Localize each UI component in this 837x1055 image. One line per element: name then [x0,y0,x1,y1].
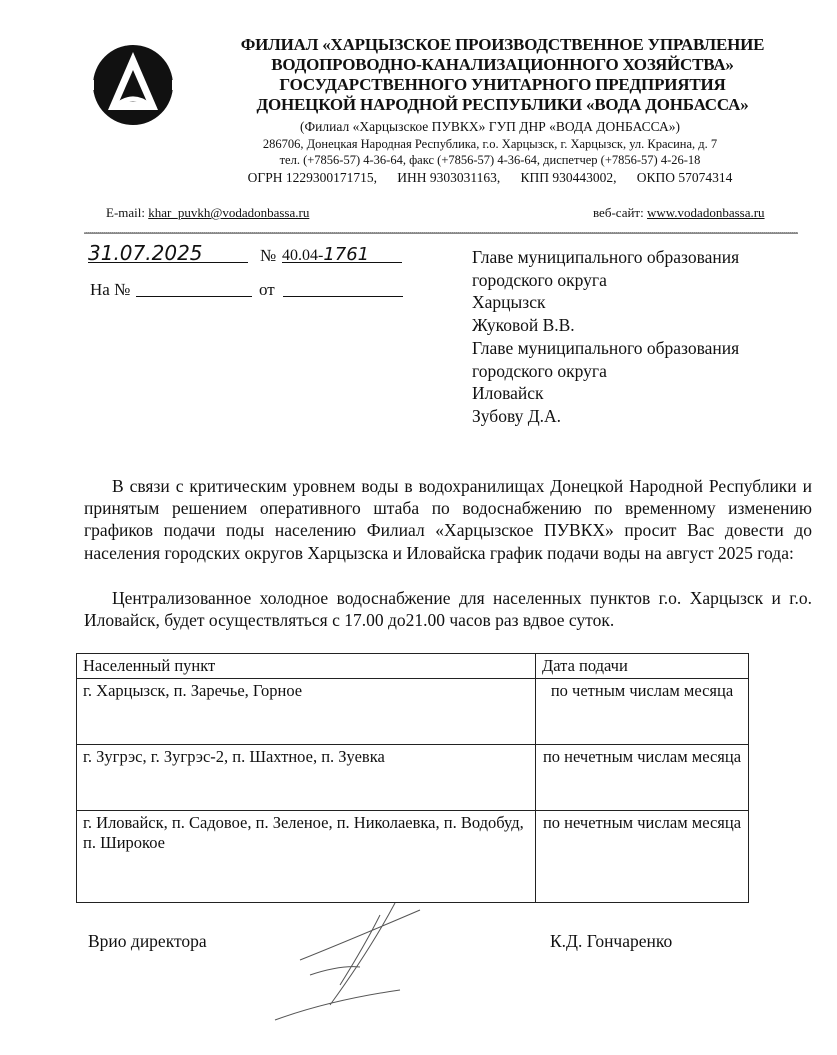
email-link[interactable]: khar_puvkh@vodadonbassa.ru [148,205,310,220]
reference-number-label: На № [90,280,131,299]
table-row [77,679,749,745]
reference-date-blank [283,278,403,297]
handwritten-signature [270,895,480,1025]
signatory-name: К.Д. Гончаренко [550,931,673,951]
website-link[interactable]: www.vodadonbassa.ru [646,205,765,220]
addressee-line: Зубову Д.А. [472,405,562,426]
outgoing-number [282,244,402,263]
outgoing-date: 31.07.2025 [88,244,248,263]
email-block [106,205,309,221]
addressee-line: Харцызск [472,292,546,313]
org-name-line-3: ГОСУДАРСТВЕННОГО УНИТАРНОГО ПРЕДПРИЯТИЯ [279,75,726,94]
addressee-line: Главе муниципального образования [472,247,740,267]
addressee-line: Иловайск [472,383,544,404]
reference-number-blank [136,278,252,297]
settlement-cell: г. Харцызск, п. Заречье, Горное [77,679,536,745]
org-name-line-2: ВОДОПРОВОДНО-КАНАЛИЗАЦИОННОГО ХОЗЯЙСТВА» [271,55,734,74]
column-header-settlement: Населенный пункт [77,654,536,679]
website-label: веб-сайт: [593,205,644,220]
body-paragraph-1: В связи с критическим уровнем воды в водохранилищах Донецкой Народной Республики и принятым решением оперативного штаба по водоснабжению по временному изменению графиков подачи поды населению Филиал «Харцызское ПУВКХ» просит Вас довести до населения городских округов Харцызска и Иловайска график подачи воды на август 2025 года: [84,476,812,563]
body-paragraph-2: Централизованное холодное водоснабжение для населенных пунктов г.о. Харцызск и г.о. Иловайск, будет осуществляться с 17.00 до21.00 часов раз вдвое суток. [84,588,812,631]
outgoing-number-handwritten: 1761 [323,244,370,265]
org-name-line-4: ДОНЕЦКОЙ НАРОДНОЙ РЕСПУБЛИКИ «ВОДА ДОНБАССА» [256,95,749,114]
header-divider [84,232,798,234]
organization-logo [86,44,180,126]
addressee-line: Жуковой В.В. [472,315,575,336]
org-phones: тел. (+7856-57) 4-36-64, факс (+7856-57) 4-36-64, диспетчер (+7856-57) 4-26-18 [279,153,701,167]
outgoing-number-prefix: 40.04- [282,247,324,264]
supply-date-cell: по нечетным числам месяца [536,745,749,811]
table-row [77,811,749,903]
supply-date-cell: по четным числам месяца [536,679,749,745]
org-registration-ids: ОГРН 1229300171715, ИНН 9303031163, КПП 930443002, ОКПО 57074314 [247,170,733,185]
table-header-row [77,654,749,679]
org-name-line-1: ФИЛИАЛ «ХАРЦЫЗСКОЕ ПРОИЗВОДСТВЕННОЕ УПРАВЛЕНИЕ [240,35,765,54]
settlement-cell: г. Иловайск, п. Садовое, п. Зеленое, п. Николаевка, п. Водобуд, п. Широкое [77,811,536,903]
email-label: E-mail: [106,205,145,220]
supply-date-cell: по нечетным числам месяца [536,811,749,903]
org-short-name: (Филиал «Харцызское ПУВКХ» ГУП ДНР «ВОДА ДОНБАССА») [300,119,680,134]
reference-from-label: от [259,280,275,299]
table-row [77,745,749,811]
addressee-line: городского округа [472,269,607,290]
addressee-line: Главе муниципального образования [472,337,740,358]
column-header-supply-date: Дата подачи [536,654,749,679]
signatory-position: Врио директора [88,931,207,951]
number-label: № [260,246,277,265]
addressee-block [472,246,739,428]
addressee-line: городского округа [472,360,607,381]
website-block [593,205,765,221]
water-schedule-table [76,653,749,903]
org-address: 286706, Донецкая Народная Республика, г.о. Харцызск, г. Харцызск, ул. Красина, д. 7 [262,137,718,151]
settlement-cell: г. Зугрэс, г. Зугрэс-2, п. Шахтное, п. Зуевка [77,745,536,811]
